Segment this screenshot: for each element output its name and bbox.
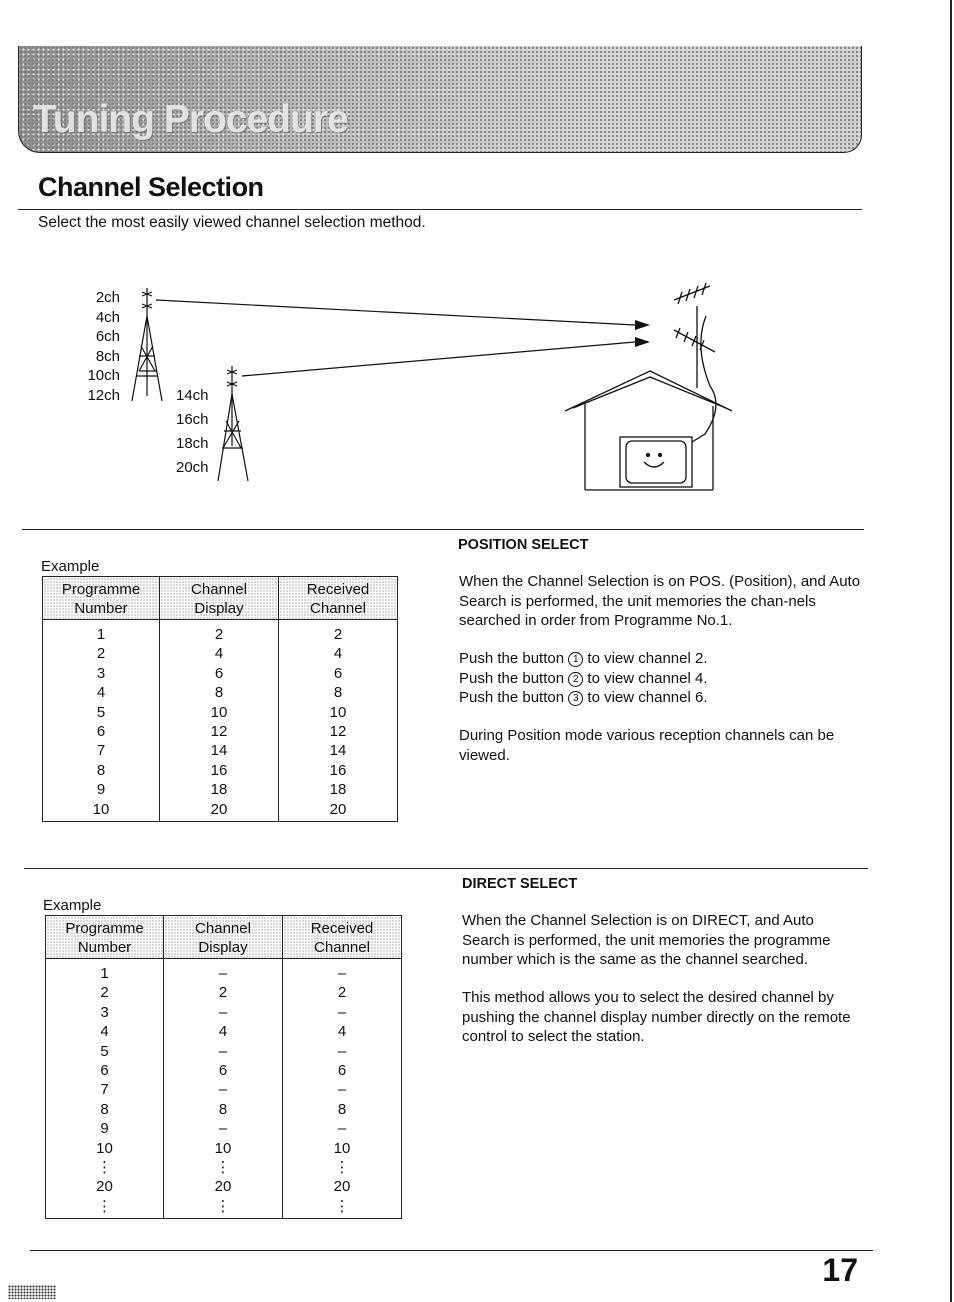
table-cell: 4	[43, 683, 160, 702]
table-cell: 4	[279, 644, 398, 663]
table-cell: 18	[279, 780, 398, 799]
tower1-channel-label: 8ch	[95, 347, 120, 365]
table-cell: 2	[164, 983, 283, 1002]
table-cell: –	[283, 1080, 402, 1099]
table-row	[46, 1061, 402, 1080]
direct-example-table	[45, 915, 402, 1219]
direct-select-para1: When the Channel Selection is on DIRECT, and Auto Search is performed, the unit memories the programme number which is the same as the channel searched.	[462, 912, 831, 968]
table-cell: 4	[164, 1022, 283, 1041]
push-button-line: Push the button 3 to view channel 6.	[459, 689, 708, 706]
table-cell: 7	[46, 1080, 164, 1099]
table-cell: 8	[283, 1100, 402, 1119]
position-select-title: POSITION SELECT	[458, 537, 589, 553]
table-cell: ⋮	[164, 1158, 283, 1177]
table-row	[43, 644, 398, 663]
table-cell: 8	[160, 683, 279, 702]
table-cell: –	[164, 1042, 283, 1061]
table-row	[46, 1139, 402, 1158]
tower1-icon	[132, 288, 162, 401]
table-cell: 1	[43, 620, 160, 645]
table-cell: 8	[164, 1100, 283, 1119]
table-cell: 6	[160, 664, 279, 683]
position-section-rule	[22, 529, 864, 530]
button-number-icon: 3	[568, 691, 583, 706]
table-cell: 10	[43, 800, 160, 822]
table-row	[43, 703, 398, 722]
table-header-cell: Received Channel	[279, 577, 398, 620]
table-row	[46, 1158, 402, 1177]
table-cell: 4	[46, 1022, 164, 1041]
table-row	[46, 1197, 402, 1219]
table-cell: –	[164, 1080, 283, 1099]
tower1-channel-label: 10ch	[87, 367, 120, 384]
page-edge	[950, 0, 952, 1302]
direct-select-para2: This method allows you to select the desired channel by pushing the channel display number directly on the remote control to select the station.	[462, 989, 851, 1045]
tower2-channel-label: 18ch	[176, 435, 209, 452]
table-cell: –	[283, 959, 402, 984]
table-cell: 12	[160, 722, 279, 741]
table-row	[46, 1080, 402, 1099]
table-cell: 9	[46, 1119, 164, 1138]
signal-arrow-1	[635, 320, 650, 330]
table-cell: –	[283, 1042, 402, 1061]
scan-artifact	[8, 1285, 56, 1299]
button-number-icon: 1	[568, 652, 583, 667]
table-cell: 6	[164, 1061, 283, 1080]
table-cell: ⋮	[46, 1197, 164, 1219]
diagram-graphics	[70, 276, 770, 506]
table-cell: –	[283, 1119, 402, 1138]
tower1-channel-label: 2ch	[95, 289, 120, 306]
table-cell: 20	[279, 800, 398, 822]
position-select-para1: When the Channel Selection is on POS. (Position), and Auto Search is performed, the unit memories the chan-nels searched in order from Programme No.1.	[459, 573, 861, 629]
table-cell: 20	[160, 800, 279, 822]
tower1-channel-label: 12ch	[87, 386, 120, 404]
table-header-cell: Programme Number	[46, 916, 164, 959]
signal-arrow-2	[635, 337, 650, 347]
table-cell: 5	[43, 703, 160, 722]
table-cell: 2	[46, 983, 164, 1002]
push-button-lines	[459, 649, 863, 708]
table-row	[46, 959, 402, 984]
table-cell: 10	[279, 703, 398, 722]
table-header-cell: Channel Display	[164, 916, 283, 959]
table-header-cell: Programme Number	[43, 577, 160, 620]
table-row	[43, 620, 398, 645]
table-cell: 12	[279, 722, 398, 741]
table-cell: 8	[279, 683, 398, 702]
table-header-row	[46, 916, 402, 959]
table-cell: 10	[164, 1139, 283, 1158]
table-cell: 5	[46, 1042, 164, 1061]
table-row	[43, 761, 398, 780]
table-cell: –	[283, 1003, 402, 1022]
broadcast-diagram	[70, 276, 770, 506]
table-row	[46, 1119, 402, 1138]
table-header-row	[43, 577, 398, 620]
table-row	[46, 1177, 402, 1196]
table-cell: 10	[283, 1139, 402, 1158]
table-cell: 16	[160, 761, 279, 780]
push-button-line: Push the button 1 to view channel 2.	[459, 650, 708, 667]
table-row	[43, 722, 398, 741]
tower1-channel-label: 4ch	[95, 308, 120, 326]
table-cell: –	[164, 959, 283, 984]
page-title: Channel Selection	[38, 172, 264, 202]
table-cell: 2	[160, 620, 279, 645]
table-cell: 7	[43, 741, 160, 760]
direct-example-label: Example	[43, 897, 102, 914]
table-cell: 18	[160, 780, 279, 799]
position-example-label: Example	[41, 558, 100, 575]
table-header-cell: Channel Display	[160, 577, 279, 620]
table-row	[43, 800, 398, 822]
direct-section-rule	[24, 868, 868, 869]
tower2-channel-label: 14ch	[176, 387, 209, 404]
tower2-channel-label: 20ch	[176, 459, 209, 476]
direct-select-title: DIRECT SELECT	[462, 876, 578, 892]
button-number-icon: 2	[568, 672, 583, 687]
push-button-line: Push the button 2 to view channel 4.	[459, 669, 708, 687]
table-cell: ⋮	[283, 1197, 402, 1219]
intro-text: Select the most easily viewed channel selection method.	[38, 214, 426, 231]
table-cell: 14	[279, 741, 398, 760]
table-cell: 20	[46, 1177, 164, 1196]
footer-rule	[30, 1250, 873, 1251]
table-row	[46, 1042, 402, 1061]
table-header-cell: Received Channel	[283, 916, 402, 959]
page-number: 17	[822, 1252, 858, 1288]
signal-line-2	[242, 342, 635, 376]
table-cell: 2	[283, 983, 402, 1002]
table-cell: 4	[160, 644, 279, 663]
table-cell: 1	[46, 959, 164, 984]
table-cell: 2	[43, 644, 160, 663]
table-cell: 8	[46, 1100, 164, 1119]
table-cell: –	[164, 1003, 283, 1022]
tower2-channel-label: 16ch	[176, 411, 209, 428]
table-cell: 6	[283, 1061, 402, 1080]
table-row	[43, 780, 398, 799]
table-cell: ⋮	[46, 1158, 164, 1177]
table-cell: 2	[279, 620, 398, 645]
table-row	[46, 1022, 402, 1041]
banner-title: Tuning Procedure	[33, 98, 348, 141]
header-banner	[18, 46, 862, 153]
table-cell: ⋮	[164, 1197, 283, 1219]
table-row	[46, 1100, 402, 1119]
table-cell: 6	[279, 664, 398, 683]
table-cell: 6	[43, 722, 160, 741]
position-example-table	[42, 576, 398, 822]
table-cell: 20	[164, 1177, 283, 1196]
table-cell: 3	[46, 1003, 164, 1022]
tower2-icon	[218, 366, 248, 481]
table-row	[43, 664, 398, 683]
table-cell: 16	[279, 761, 398, 780]
signal-line-1	[156, 300, 635, 325]
table-row	[46, 983, 402, 1002]
tower1-channel-label: 6ch	[95, 328, 120, 345]
table-cell: 3	[43, 664, 160, 683]
table-cell: 8	[43, 761, 160, 780]
table-cell: 10	[46, 1139, 164, 1158]
house-icon	[565, 283, 732, 490]
title-rule	[18, 209, 862, 210]
table-row	[46, 1003, 402, 1022]
table-cell: 20	[283, 1177, 402, 1196]
position-select-para2: During Position mode various reception channels can be viewed.	[459, 727, 835, 764]
table-cell: –	[164, 1119, 283, 1138]
table-cell: 9	[43, 780, 160, 799]
table-cell: ⋮	[283, 1158, 402, 1177]
table-cell: 10	[160, 703, 279, 722]
table-row	[43, 741, 398, 760]
table-cell: 4	[283, 1022, 402, 1041]
table-cell: 6	[46, 1061, 164, 1080]
table-row	[43, 683, 398, 702]
table-cell: 14	[160, 741, 279, 760]
